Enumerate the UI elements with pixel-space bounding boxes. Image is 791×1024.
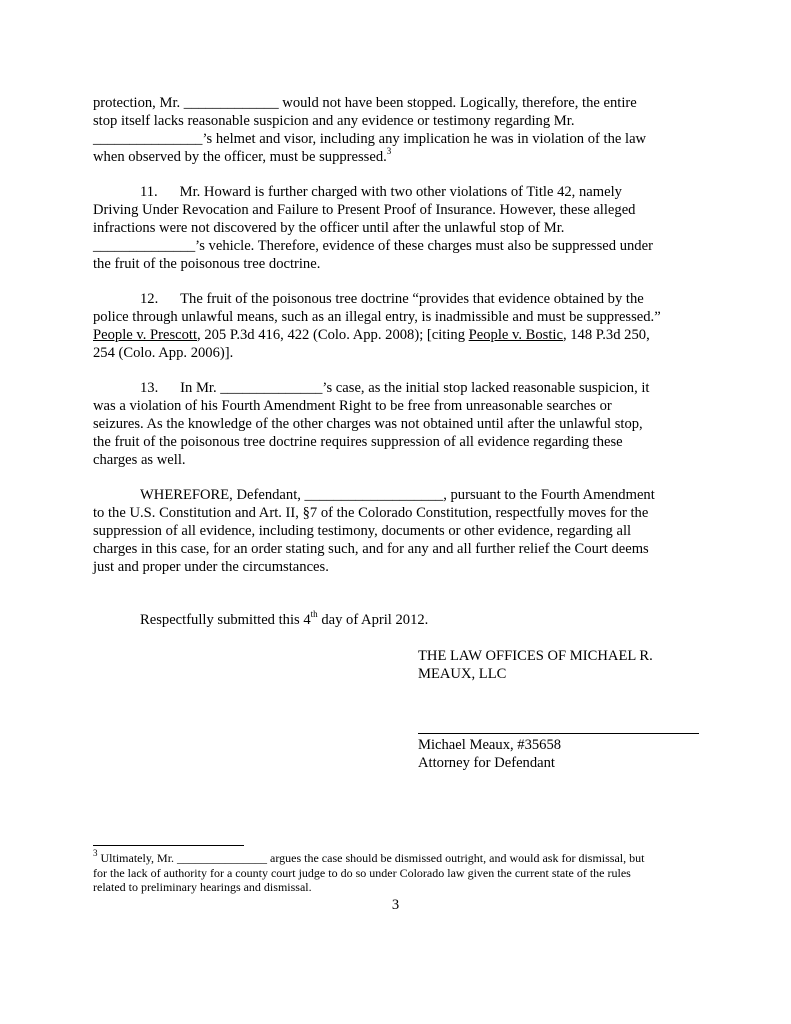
case-citation-bostic: People v. Bostic	[468, 327, 563, 343]
footnote	[93, 848, 703, 895]
attorney-title: Attorney for Defendant	[418, 755, 555, 771]
ordinal-suffix: th	[310, 609, 318, 620]
text-line	[93, 326, 703, 344]
paragraph-11	[93, 183, 703, 273]
text-line: charges in this case, for an order stating such, and for any and all further relief the Court deems	[93, 541, 649, 557]
submission-date	[93, 611, 703, 629]
text-line: Driving Under Revocation and Failure to Present Proof of Insurance. However, these alleged	[93, 202, 636, 218]
text-line: was a violation of his Fourth Amendment Right to be free from unreasonable searches or	[93, 398, 612, 414]
text-segment: , 148 P.3d 250,	[562, 327, 650, 343]
text-line: MEAUX, LLC	[418, 666, 507, 682]
text-line: charges as well.	[93, 452, 186, 468]
text-line: suppression of all evidence, including testimony, documents or other evidence, regarding all	[93, 523, 632, 539]
text-line: 12. The fruit of the poisonous tree doctrine “provides that evidence obtained by the	[140, 291, 644, 307]
text-line: protection, Mr. _____________ would not have been stopped. Logically, therefore, the entire	[93, 95, 637, 111]
text-line: related to preliminary hearings and dismissal.	[93, 880, 312, 894]
text-line: THE LAW OFFICES OF MICHAEL R.	[418, 648, 653, 664]
text-line: infractions were not discovered by the officer until after the unlawful stop of Mr.	[93, 220, 565, 236]
paragraph-13	[93, 379, 703, 469]
text-line	[93, 148, 703, 166]
attorney-name: Michael Meaux, #35658	[418, 737, 562, 753]
case-citation-prescott: People v. Prescott	[93, 327, 198, 343]
text-line: _______________’s helmet and visor, including any implication he was in violation of the law	[93, 131, 647, 147]
text-line: just and proper under the circumstances.	[93, 559, 329, 575]
text-line: for the lack of authority for a county court judge to do so under Colorado law given the current state of the rules	[93, 865, 631, 880]
text-segment: when observed by the officer, must be suppressed.	[93, 149, 387, 165]
text-line: the fruit of the poisonous tree doctrine requires suppression of all evidence regarding these	[93, 434, 623, 450]
text-segment: day of April 2012.	[317, 612, 429, 628]
text-segment: Respectfully submitted this 4	[140, 612, 311, 628]
text-line: to the U.S. Constitution and Art. II, §7 of the Colorado Constitution, respectfully moves for the	[93, 505, 649, 521]
text-line: the fruit of the poisonous tree doctrine.	[93, 256, 321, 272]
text-line: 11. Mr. Howard is further charged with two other violations of Title 42, namely	[140, 184, 622, 200]
text-line: WHEREFORE, Defendant, ___________________, pursuant to the Fourth Amendment	[140, 487, 655, 503]
text-segment: , 205 P.3d 416, 422 (Colo. App. 2008); [citing	[197, 327, 469, 343]
signature-line	[418, 733, 699, 734]
paragraph-continuation	[93, 94, 703, 166]
text-line: 13. In Mr. ______________’s case, as the initial stop lacked reasonable suspicion, it	[140, 380, 650, 396]
text-line: 254 (Colo. App. 2006)].	[93, 345, 234, 361]
text-line: seizures. As the knowledge of the other charges was not obtained until after the unlawful stop,	[93, 416, 643, 432]
text-line: ______________’s vehicle. Therefore, evidence of these charges must also be suppressed under	[93, 238, 653, 254]
paragraph-12	[93, 290, 703, 362]
text-line: stop itself lacks reasonable suspicion and any evidence or testimony regarding Mr.	[93, 113, 575, 129]
footnote-number: 3	[93, 848, 98, 858]
text-line	[93, 848, 703, 866]
page-number: 3	[391, 897, 400, 913]
text-line	[93, 611, 703, 629]
footnote-reference[interactable]: 3	[386, 146, 392, 157]
paragraph-wherefore	[93, 486, 703, 576]
law-firm-name	[418, 647, 708, 683]
footnote-separator	[93, 845, 244, 846]
signature-block	[418, 736, 708, 772]
text-segment: Ultimately, Mr. _______________ argues the case should be dismissed outright, and would ask for dismissal, but	[97, 851, 645, 865]
text-line: police through unlawful means, such as an illegal entry, is inadmissible and must be suppressed.”	[93, 309, 661, 325]
